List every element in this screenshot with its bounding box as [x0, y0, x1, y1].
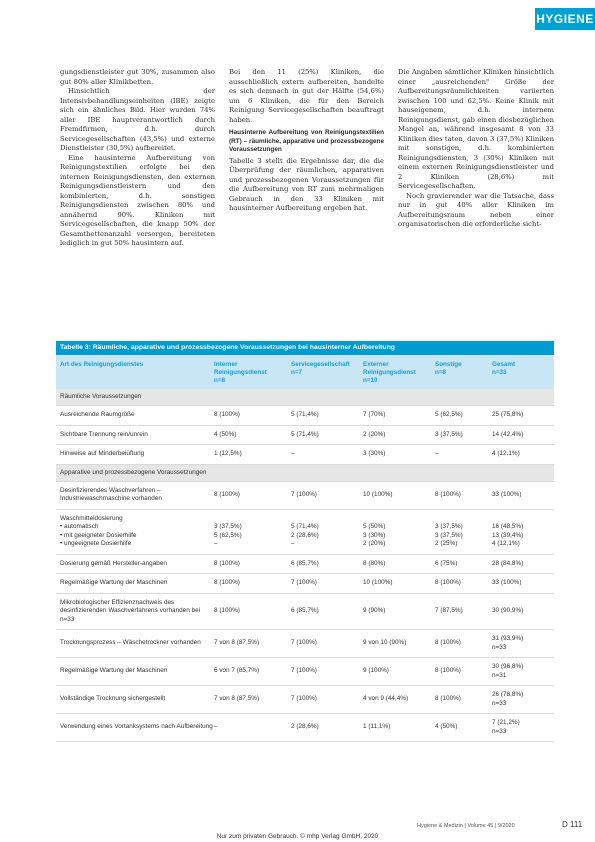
- table-section-label: Räumliche Voraussetzungen: [56, 389, 554, 406]
- table-cell: 9 (100%): [363, 667, 389, 675]
- column-header: Art des Reinigungsdienstes: [60, 361, 144, 368]
- table-row: [56, 482, 554, 510]
- table-cell: 10 (100%): [363, 579, 393, 586]
- table-cell: Hinweise auf Minderbelüftung: [60, 450, 145, 457]
- table-cell: 5 (50%) 3 (30%) 2 (20%): [363, 523, 386, 547]
- paragraph: gungsdienstleister gut 30%, zusammen also gut 80% aller Klinikbetten.: [60, 68, 215, 86]
- table-cell: 7 (100%): [291, 579, 317, 586]
- table-cell: 14 (42,4%): [492, 430, 524, 438]
- table-cell: 2 (28,6%): [291, 723, 319, 731]
- table-cell: 25 (75,8%): [492, 411, 524, 418]
- column-header: Servicegesellschaft n=7: [291, 361, 350, 376]
- table-row: [56, 630, 554, 658]
- table-cell: 4 (50%): [214, 430, 237, 438]
- table-cell: 1 (11,1%): [363, 723, 391, 731]
- table-cell: Verwendung eines Vortanksystems nach Aufbereitung: [60, 723, 213, 731]
- table-cell: 26 (78,8%) n=33: [492, 691, 524, 707]
- table-row: [56, 658, 554, 686]
- table-cell: 7 (70%): [363, 411, 386, 418]
- table-header: [56, 355, 554, 389]
- table-cell: 7 (100%): [291, 695, 317, 703]
- table-cell: 8 (100%): [214, 411, 240, 418]
- table-cell: 7 (87,5%): [435, 607, 463, 614]
- table-cell: 3 (37,5%) 5 (62,5%) –: [214, 523, 242, 547]
- table-cell: Vollständige Trocknung sichergestellt: [60, 695, 166, 703]
- table-body: [56, 389, 554, 742]
- table-cell: Regelmäßige Wartung der Maschinen: [60, 667, 168, 675]
- table-cell: 4 (50%): [435, 723, 458, 731]
- paragraph: Bei den 11 (25%) Kliniken, die ausschließlich extern aufbereiten, handelte es sich demnach in gut der Hälfte (54,6%) um 6 Kliniken, die für den Bereich Reinigung Servicegesellschaften beauftragt haben.: [229, 68, 384, 124]
- table-cell: 8 (100%): [435, 667, 461, 675]
- journal-info: Hygiene & Medizin | Volume 45 | 9/2020: [417, 823, 515, 829]
- table-cell: 8 (100%): [435, 695, 461, 703]
- section-heading: Hausinterne Aufbereitung von Reinigungstextilien (RT) – räumliche, apparative und prozessbezogene Voraussetzungen: [229, 129, 384, 153]
- table-cell: Regelmäßige Wartung der Maschinen: [60, 579, 168, 586]
- table-row: [56, 686, 554, 714]
- table-cell: 33 (100%): [492, 490, 522, 498]
- table-cell: Trocknungsprozess – Wäschetrockner vorhanden: [60, 639, 201, 647]
- table-cell: 7 von 8 (87,5%): [214, 639, 260, 647]
- table-row: [56, 426, 554, 446]
- table-cell: 5 (71,4%) 2 (28,6%) –: [291, 523, 319, 547]
- table-cell: 6 (85,7%): [291, 559, 319, 567]
- table-cell: –: [214, 723, 218, 731]
- column-header: Interner Reinigungsdienst n=8: [214, 361, 267, 384]
- table-cell: Desinfizierendes Waschverfahren – Industriewaschmaschine vorhanden: [60, 486, 162, 502]
- table-cell: 8 (100%): [435, 579, 461, 586]
- paragraph: Die Angaben sämtlicher Kliniken hinsichtlich einer „ausreichenden" Größe der Aufbereitungsräumlichkeiten variierten zwischen 100 und 62,5%. Keine Klinik mit hauseigenem, d.h. internem Reinigungsdienst, gab einen diesbezüglichen Mangel an, während insgesamt 8 von 33 Kliniken dies taten, davon 3 (37,5%) Kliniken mit sonstigen, d.h. kombinierten Reinigungsdiensten, 3 (30%) Kliniken mit einem externen Reinigungsdienstleister und 2 Kliniken (28,6%) mit Servicegesellschaften.: [398, 68, 554, 190]
- table-cell: 3 (37,5%): [435, 430, 463, 438]
- table-cell: 9 (90%): [363, 607, 386, 614]
- table-cell: 30 (96,8%) n=31: [492, 663, 524, 679]
- table-cell: 4 (12,1%): [492, 450, 520, 457]
- table-cell: Sichtbare Trennung rein/unrein: [60, 430, 148, 438]
- table-cell: 8 (100%): [214, 559, 240, 567]
- column-header: Sonstige n=8: [435, 361, 462, 376]
- text-column-left: [60, 68, 215, 249]
- table-cell: 5 (71,4%): [291, 411, 319, 418]
- table-cell: Dosierung gemäß Hersteller-angaben: [60, 559, 167, 567]
- table-row: [56, 406, 554, 426]
- table-cell: –: [291, 450, 295, 457]
- table-cell: –: [435, 450, 439, 457]
- text-column-right: [398, 68, 554, 230]
- table-cell: 28 (84,8%): [492, 559, 524, 567]
- table-cell: 33 (100%): [492, 579, 522, 586]
- page-number: D 111: [562, 820, 583, 829]
- table-cell: 8 (80%): [363, 559, 386, 567]
- table-cell: 3 (37,5%) 3 (37,5%) 2 (25%): [435, 523, 463, 547]
- table-row: [56, 510, 554, 555]
- paragraph: Eine hausinterne Aufbereitung von Reinigungstextilien erfolgte bei den internen Reinigungsdiensten, den externen Reinigungsdienstleistern und den kombinierten, d.h. sonstigen Reinigungsdiensten zwischen 80% und annähernd 90%. Kliniken mit Servicegesellschaften, die knapp 50% der Gesamtbettenanzahl versorgen, bereiteten lediglich in gut 50% hausintern auf.: [60, 153, 215, 247]
- table-cell: 8 (100%): [214, 490, 240, 498]
- paragraph: Tabelle 3 stellt die Ergebnisse dar, die die Überprüfung der räumlichen, apparativen und prozessbezogenen Voraussetzungen für die Aufbereitung von RT zum mehrmaligen Gebrauch in den 33 Kliniken mit hausinterner Aufbereitung ergeben hat.: [229, 156, 384, 212]
- paragraph: Noch gravierender war die Tatsache, dass nur in gut 40% aller Kliniken im Aufbereitungsraum neben einer organisatorischen die erforderliche sicht-: [398, 191, 554, 228]
- column-header: Gesamt n=33: [492, 361, 516, 376]
- table-cell: 1 (12,5%): [214, 450, 242, 457]
- table-row: [56, 594, 554, 631]
- table-cell: 9 von 10 (90%): [363, 639, 407, 647]
- table-cell: 5 (62,5%): [435, 411, 463, 418]
- table-cell: 16 (48,5%) 13 (39,4%) 4 (12,1%): [492, 523, 524, 547]
- table-cell: 6 (85,7%): [291, 607, 319, 614]
- table-cell: 7 (100%): [291, 639, 317, 647]
- table-cell: 8 (100%): [214, 579, 240, 586]
- text-column-middle: [229, 68, 384, 214]
- table-cell: 7 von 8 (87,5%): [214, 695, 260, 703]
- table-cell: 8 (100%): [435, 639, 461, 647]
- table-cell: Waschmitteldosierung • automatisch • mit geeigneter Dosierhilfe • ungeeignete Dosierhilfe: [60, 514, 137, 547]
- table-cell: 7 (100%): [291, 490, 317, 498]
- hygiene-badge: HYGIENE: [535, 8, 595, 30]
- table-row: [56, 445, 554, 465]
- table-cell: 3 (30%): [363, 450, 386, 457]
- table-cell: 30 (90,9%): [492, 607, 524, 614]
- table-cell: 2 (20%): [363, 430, 386, 438]
- table-cell: Ausreichende Raumgröße: [60, 411, 135, 418]
- table-cell: 31 (93,9%) n=33: [492, 635, 524, 651]
- table-cell: 6 (75%): [435, 559, 458, 567]
- table-cell: Mikrobiologischer Effizienznachweis des desinfizierenden Waschverfahrens vorhanden bei n=33: [60, 598, 201, 623]
- table-row: [56, 555, 554, 575]
- table-cell: 7 (100%): [291, 667, 317, 675]
- table-row: [56, 574, 554, 594]
- table-row: [56, 714, 554, 742]
- results-table: [56, 341, 554, 742]
- table-cell: 10 (100%): [363, 490, 393, 498]
- table-title: Tabelle 3: Räumliche, apparative und prozessbezogene Voraussetzungen bei hausinterner Aufbereitung: [56, 341, 554, 355]
- table-section-label: Apparative und prozessbezogene Voraussetzungen: [56, 465, 554, 482]
- copyright-note: Nur zum privaten Gebrauch. © mhp Verlag GmbH, 2020: [216, 833, 379, 840]
- table-cell: 8 (100%): [214, 607, 240, 614]
- table-cell: 4 von 9 (44,4%): [363, 695, 409, 703]
- table-cell: 6 von 7 (85,7%): [214, 667, 260, 675]
- table-cell: 7 (21,2%) n=33: [492, 719, 520, 735]
- table-cell: 8 (100%): [435, 490, 461, 498]
- paragraph: Hinsichtlich der Intensivbehandlungseinheiten (IBE) zeigte sich ein ähnliches Bild. Hier wurden 74% aller IBE hauptverantwortlich durch Fremdfirmen, d.h. durch Servicegesellschaften (43,5%) und externe Dienstleister (30,5%) aufbereitet.: [60, 87, 215, 152]
- column-header: Externer Reinigungsdienst n=10: [363, 361, 416, 384]
- table-cell: 5 (71,4%): [291, 430, 319, 438]
